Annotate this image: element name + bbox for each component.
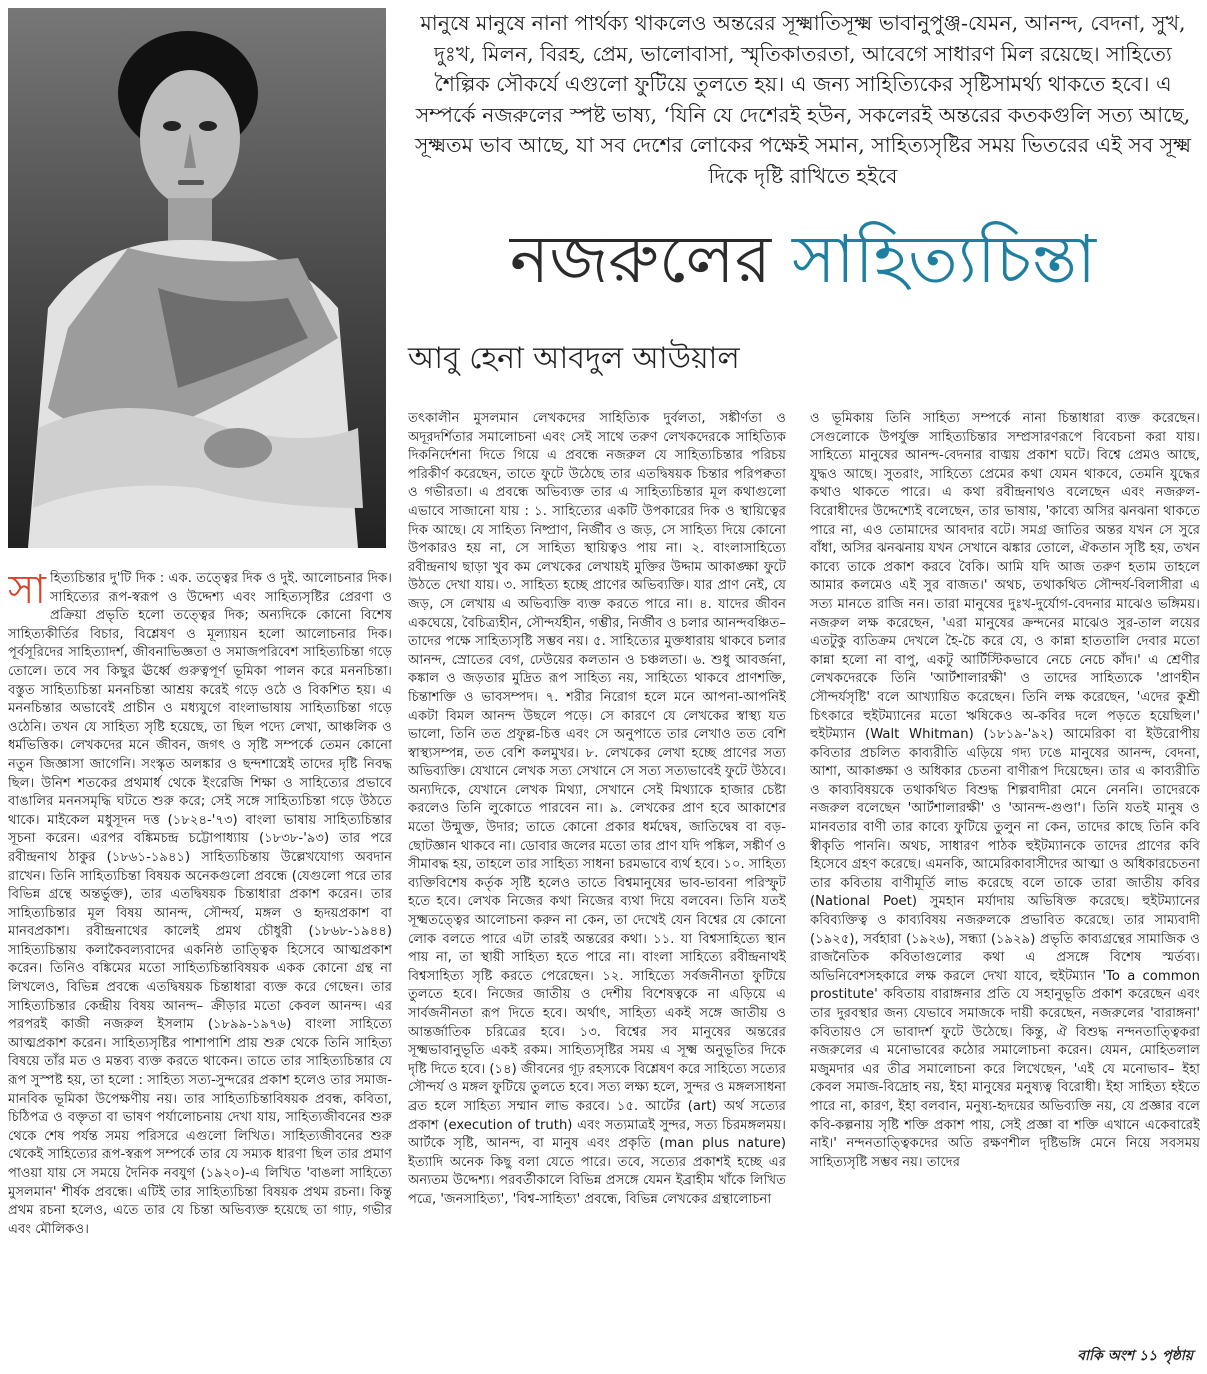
- article-headline: [408, 212, 1198, 308]
- article-column-3: [810, 410, 1200, 1342]
- column-1-paragraph: [8, 570, 392, 1239]
- article-column-2: [408, 410, 786, 1368]
- article-column-1: [8, 570, 392, 1366]
- drop-cap: সা: [8, 570, 47, 613]
- pull-quote: মানুষে মানুষে নানা পার্থক্য থাকলেও অন্তরের সূক্ষ্মাতিসূক্ষ্ম ভাবানুপুঞ্জ-যেমন, আনন্দ, বেদনা, সুখ, দুঃখ, মিলন, বিরহ, প্রেম, ভালোবাসা, স্মৃতিকাতরতা, আবেগে সাধারণ মিল রয়েছে। সাহিত্যে শৈল্পিক সৌকর্যে এগুলো ফুটিয়ে তুলতে হয়। এ জন্য সাহিত্যিকের সৃষ্টিসামর্থ্য থাকতে হবে। এ সম্পর্কে নজরুলের স্পষ্ট ভাষ্য, ‘যিনি যে দেশেরই হউন, সকলেরই অন্তরের কতকগুলি সত্য আছে, সূক্ষ্মতম ভাব আছে, যা সব দেশের লোকের পক্ষেই সমান, সাহিত্যসৃষ্টির সময় ভিতরের এই সব সূক্ষ্ম দিকে দৃষ্টি রাখিতে হইবে: [414, 11, 1192, 188]
- headline-part-dark: নজরুলের: [509, 221, 792, 298]
- continued-on-page: বাকি অংশ ১১ পৃষ্ঠায়: [1077, 1348, 1193, 1364]
- author-byline: আবু হেনা আবদুল আউয়াল: [408, 341, 740, 376]
- headline-part-accent: সাহিত্যচিন্তা: [791, 221, 1097, 298]
- portrait-photo-icon: [8, 8, 386, 548]
- column-1-text: হিত্যচিন্তার দু'টি দিক : এক. তত্ত্বের দিক ও দুই. আলোচনার দিক। সাহিত্যের রূপ-স্বরূপ ও উদ্দেশ্য এবং সাহিত্যসৃষ্টির প্রেরণা ও প্রক্রিয়া প্রভৃতি হলো তত্ত্বের দিক; অন্যদিকে কোনো বিশেষ সাহিত্যকীর্তির বিচার, বিশ্লেষণ ও মূল্যায়ন হলো আলোচনার দিক। পূর্বসূরিদের সাহিত্যাদর্শ, জীবনাভিজ্ঞতা ও সমাজপরিবেশ সাহিত্যচিন্তা গড়ে তোলে। তবে সব কিছুর ঊর্ধ্বে গুরুত্বপূর্ণ ভূমিকা পালন করে মননচিন্তা। বস্তুত সাহিত্যচিন্তা মননচিন্তা আশ্রয় করেই গড়ে ওঠে ও বিকশিত হয়। এ মননচিন্তার অভাবেই প্রাচীন ও মধ্যযুগে বাংলাভাষায় সাহিত্যচিন্তা গড়ে ওঠেনি। তখন যে সাহিত্য সৃষ্টি হয়েছে, তা ছিল পদ্যে লেখা, আঞ্চলিক ও ধর্মভিত্তিক। লেখকদের মনে জীবন, জগৎ ও সৃষ্টি সম্পর্কে তেমন কোনো নতুন জিজ্ঞাসা জাগেনি। সংস্কৃত অলঙ্কার ও ছন্দশাস্ত্রেই তাদের দৃষ্টি নিবদ্ধ ছিল। উনিশ শতকের প্রথমার্ধ থেকে ইংরেজি শিক্ষা ও সাহিত্যের প্রভাবে বাঙালির মননসমৃদ্ধি ঘটতে শুরু করে; সেই সঙ্গে সাহিত্যচিন্তা গড়ে উঠতে থাকে। মাইকেল মধুসূদন দত্ত (১৮২৪-'৭৩) বাংলা ভাষায় সাহিত্যচিন্তার সূচনা করেন। এরপর বঙ্কিমচন্দ্র চট্টোপাধ্যায় (১৮৩৮-'৯৩) তার পরে রবীন্দ্রনাথ ঠাকুর (১৮৬১-১৯৪১) সাহিত্যচিন্তায় উল্লেখযোগ্য অবদান রাখেন। তিনি সাহিত্যচিন্তা বিষয়ক অনেকগুলো প্রবন্ধে (যেগুলো পরে তার বিভিন্ন গ্রন্থে অন্তর্ভুক্ত), তার এতদ্বিষয়ক চিন্তাধারা প্রকাশ করেন। তার সাহিত্যচিন্তার মূল বিষয় আনন্দ, সৌন্দর্য, মঙ্গল ও হৃদয়প্রকাশ বা মানবপ্রকাশ। রবীন্দ্রনাথের কালেই প্রমথ চৌধুরী (১৮৬৮-১৯৪৪) সাহিত্যচিন্তায় কলাকৈবল্যবাদের একনিষ্ঠ তাত্ত্বিক হিসেবে আত্মপ্রকাশ করেন। তিনিও বঙ্কিমের মতো সাহিত্যচিন্তাবিষয়ক একক কোনো গ্রন্থ না লিখলেও, বিভিন্ন প্রবন্ধে এতদ্বিষয়ক চিন্তাধারা ব্যক্ত করে গেছেন। তার সাহিত্যচিন্তার কেন্দ্রীয় বিষয় আনন্দ– ক্রীড়ার মতো কেবল আনন্দ। এর পরপরই কাজী নজরুল ইসলাম (১৮৯৯-১৯৭৬) বাংলা সাহিত্যে আত্মপ্রকাশ করেন। সাহিত্যসৃষ্টির পাশাপাশি প্রায় শুরু থেকে তিনি সাহিত্য বিষয়ে তাঁর মত ও মন্তব্য ব্যক্ত করতে থাকেন। তাতে তার সাহিত্যচিন্তার যে রূপ সুস্পষ্ট হয়, তা হলো : সাহিত্য সত্য-সুন্দরের প্রকাশ হলেও তার সমাজ-মানবিক ভূমিকা উপেক্ষণীয় নয়। তার সাহিত্যচিন্তাবিষয়ক প্রবন্ধ, কবিতা, চিঠিপত্র ও বক্তৃতা বা ভাষণ পর্যালোচনায় দেখা যায়, সাহিত্যজীবনের শুরু থেকে শেষ পর্যন্ত সময় পরিসরে এগুলো লিখিত। সাহিত্যজীবনের শুরু থেকেই সাহিত্যের রূপ-স্বরূপ সম্পর্কে তার যে সম্যক ধারণা ছিল তার প্রমাণ পাওয়া যায় সে সময়ে দৈনিক নবযুগ (১৯২০)-এ লিখিত 'বাঙলা সাহিত্যে মুসলমান' শীর্ষক প্রবন্ধে। এটিই তার সাহিত্যচিন্তা বিষয়ক প্রথম রচনা। কিন্তু প্রথম রচনা হলেও, এতে তার যে চিন্তা অভিব্যক্ত হয়েছে তা গাঢ়, গভীর এবং মৌলিকও।: [8, 571, 392, 1237]
- portrait-illustration: [8, 8, 386, 548]
- column-2-text: তৎকালীন মুসলমান লেখকদের সাহিত্যিক দুর্বলতা, সঙ্কীর্ণতা ও অদূরদর্শিতার সমালোচনা এবং সেই সাথে তরুণ লেখকদেরকে সাহিত্যিক দিকনির্দেশনা দিতে গিয়ে এ প্রবন্ধে নজরুল যে সাহিত্যচিন্তার পরিচয় পরিকীর্ণ করেছেন, তাতে ফুটে উঠেছে তার এতদ্বিষয়ক চিন্তার পরিপক্বতা ও গভীরতা। এ প্রবন্ধে অভিব্যক্ত তার এ সাহিত্যচিন্তার মূল কথাগুলো এভাবে সাজানো যায় : ১. সাহিত্যের একটি উপকারের দিক ও স্থায়িত্বের দিক আছে। যে সাহিত্য নিষ্প্রাণ, নির্জীব ও জড়, সে সাহিত্য দিয়ে কোনো উপকারও হয় না, সে সাহিত্য স্থায়িত্বও পায় না। ২. বাংলাসাহিত্যে রবীন্দ্রনাথ ছাড়া খুব কম লেখকের লেখায়ই মুক্তির উদ্দাম আকাঙ্ক্ষা ফুটে উঠতে দেখা যায়। ৩. সাহিত্য হচ্ছে প্রাণের অভিব্যক্তি। যার প্রাণ নেই, যে জড়, সে লেখায় এ অভিব্যক্তি ব্যক্ত করতে পারে না। ৪. যাদের জীবন একঘেয়ে, বৈচিত্র্যহীন, সৌন্দর্যহীন, গম্ভীর, নির্জীব ও চলার আনন্দবঞ্চিত– তাদের পক্ষে সাহিত্যসৃষ্টি সম্ভব নয়। ৫. সাহিত্যের মুক্তধারায় থাকবে চলার আনন্দ, স্রোতের বেগ, ঢেউয়ের কলতান ও চঞ্চলতা। ৬. শুধু আবর্জনা, কঙ্কাল ও জড়তার মুদ্রিত রূপ সাহিত্য নয়, সাহিত্যে থাকবে প্রাণশক্তি, চিন্তাশক্তি ও ভাবসম্পদ। ৭. শরীর নিরোগ হলে মনে আপনা-আপনিই একটা বিমল আনন্দ উছলে পড়ে। সে কারণে যে লেখকের স্বাস্থ্য যত ভালো, তিনি তত প্রফুল্ল-চিত্ত এবং সে অনুপাতে তার লেখাও তত বেশি স্বাস্থ্যসম্পন্ন, তত বেশি কলমুখর। ৮. লেখকের লেখা হচ্ছে প্রাণের সত্য অভিব্যক্তি। যেখানে লেখক সত্য সেখানে সে সত্য সত্যভাবেই ফুটে উঠবে। অন্যদিকে, যেখানে লেখক মিথ্যা, সেখানে সেই মিথ্যাকে হাজার চেষ্টা করলেও তিনি লুকোতে পারবেন না। ৯. লেখকের প্রাণ হবে আকাশের মতো উন্মুক্ত, উদার; তাতে কোনো প্রকার ধর্মদ্বেষ, জাতিদ্বেষ বা বড়-ছোটজ্ঞান থাকবে না। ডোবার জলের মতো তার প্রাণ যদি পঙ্কিল, সঙ্কীর্ণ ও সীমাবদ্ধ হয়, তাহলে তার সাহিত্য সাধনা চরমভাবে ব্যর্থ হবে। ১০. সাহিত্য ব্যক্তিবিশেষ কর্তৃক সৃষ্টি হলেও তাতে বিশ্বমানুষের ভাব-ভাবনা পরিস্ফুট হতে হবে। লেখক নিজের কথা নিজের ব্যথা দিয়ে বলবেন। তিনি যতই সূক্ষ্মতত্ত্বের আলোচনা করুন না কেন, তা দেখেই যেন বিশ্বের যে কোনো লোক বলতে পারে এটা তারই অন্তরের কথা। ১১. যা বিশ্বসাহিত্যে স্থান পায় না, তা স্থায়ী সাহিত্য হতে পারে না। বাংলা সাহিত্যে রবীন্দ্রনাথই বিশ্বসাহিত্য সৃষ্টি করতে পেরেছেন। ১২. সাহিত্যে সর্বজনীনতা ফুটিয়ে তুলতে হবে। নিজের জাতীয় ও দেশীয় বিশেষত্বকে না এড়িয়ে এ সার্বজনীনতা রূপ দিতে হবে। অর্থাৎ, সাহিত্য একই সঙ্গে জাতীয় ও আন্তর্জাতিক চরিত্রের হবে। ১৩. বিশ্বের সব মানুষের অন্তরের সূক্ষ্মভাবানুভূতি একই রকম। সাহিত্যসৃষ্টির সময় এ সূক্ষ্ম অনুভূতির দিকে দৃষ্টি দিতে হবে। (১৪) জীবনের গূঢ় রহস্যকে বিশ্লেষণ করে সাহিত্যে সত্যের সৌন্দর্য ও মঙ্গল ফুটিয়ে তুলতে হবে। সত্য লক্ষ্য হলে, সুন্দর ও মঙ্গলসাধনা ব্রত হলে সাহিত্য সম্মান লাভ করবে। ১৫. আর্টের (art) অর্থ সত্যের প্রকাশ (execution of truth) এবং সত্যমাত্রই সুন্দর, সত্য চিরমঙ্গলময়। আর্টকে সৃষ্টি, আনন্দ, বা মানুষ এবং প্রকৃতি (man plus nature) ইত্যাদি অনেক কিছু বলা যেতে পারে। তবে, সত্যের প্রকাশই হচ্ছে এর অন্যতম উদ্দেশ্য। পরবর্তীকালে বিভিন্ন প্রসঙ্গে যেমন ইব্রাহীম খাঁকে লিখিত পত্রে, 'জনসাহিত্য', 'বিশ্ব-সাহিত্য' প্রবন্ধে, বিভিন্ন লেখকের গ্রন্থালোচনা: [408, 411, 786, 1207]
- column-3-text: ও ভূমিকায় তিনি সাহিত্য সম্পর্কে নানা চিন্তাধারা ব্যক্ত করেছেন। সেগুলোকে উপর্যুক্ত সাহিত্যচিন্তার সম্প্রসারণরূপে বিবেচনা করা যায়। সাহিত্যে মানুষের আনন্দ-বেদনার বাঙ্ময় প্রকাশ ঘটে। বিশ্বে প্রেমও আছে, যুদ্ধও আছে। সুতরাং, সাহিত্যে প্রেমের কথা যেমন থাকবে, তেমনি যুদ্ধের কথাও থাকতে পারে। এ কথা রবীন্দ্রনাথও বলেছেন এবং নজরুল-বিরোধীদের উদ্দেশ্যেই বলেছেন, তার ভাষায়, 'কাব্যে অসির ঝনঝনা থাকতে পারে না, এও তোমাদের আবদার বটে। সমগ্র জাতির অন্তর যখন সে সুরে বাঁধা, অসির ঝনঝনায় যখন সেখানে ঝঙ্কার তোলে, ঐকতান সৃষ্টি হয়, তখন কাব্যে তাকে প্রকাশ করবে বৈকি। আমি যদি আজ তরুণ হতাম তাহলে আমার কলমেও এই সুর বাজত।' অথচ, তথাকথিত সৌন্দর্য-বিলাসীরা এ সত্য মানতে রাজি নন। তারা মানুষের দুঃখ-দুর্যোগ-বেদনার মাঝেও ভঙ্গিময়। নজরুল লক্ষ করেছেন, 'এরা মানুষের ক্রন্দনের মাঝেও সুর-তাল লয়ের এতটুকু ব্যতিক্রম দেখলে হৈ-চৈ করে যে, ও কান্না হাততালি দেবার মতো কান্না হলো না বাপু, একটু আর্টিস্টিকভাবে নেচে নেচে কাঁদ।' এ শ্রেণীর লেখকদেরকে তিনি 'আর্টশালারক্ষী' ও তাদের সাহিত্যকে 'প্রাণহীন সৌন্দর্যসৃষ্টি' বলে আখ্যায়িত করেছেন। তিনি লক্ষ করেছেন, 'এদের কুশ্রী চিৎকারে হুইটম্যানের মতো ঋষিকেও অ-কবির দলে পড়তে হয়েছিল।' হুইটম্যান (Walt Whitman) (১৮১৯-'৯২) আমেরিকা বা ইউরোপীয় কবিতার প্রচলিত কাব্যরীতি এড়িয়ে গদ্য ঢঙে মানুষের আনন্দ, বেদনা, আশা, আকাঙ্ক্ষা ও অধিকার চেতনা বাণীরূপ দিয়েছেন। তার এ কাব্যরীতি ও কাব্যবিষয়কে তথাকথিত বিশুদ্ধ শিল্পবাদীরা মেনে নেননি। তাদেরকে নজরুল বলেছেন 'আর্টশালারক্ষী' ও 'আনন্দ-গুণ্ডা'। তিনি যতই মানুষ ও মানবতার বাণী তার কাব্যে ফুটিয়ে তুলুন না কেন, তাদের কাছে তিনি কবি স্বীকৃতি পাননি। অথচ, সাধারণ পাঠক হুইটম্যানকে তাদের প্রাণের কবি হিসেবে গ্রহণ করেছে। এমনকি, আমেরিকাবাসীদের আত্মা ও অধিকারচেতনা তার কবিতায় বাণীমূর্তি লাভ করেছে বলে তাকে তারা জাতীয় কবির (National Poet) সুমহান মর্যাদায় অভিষিক্ত করেছে। হুইটম্যানের কবিব্যক্তিত্ব ও কাব্যবিষয় নজরুলকে প্রভাবিত করেছে। তার সাম্যবাদী (১৯২৫), সর্বহারা (১৯২৬), সন্ধ্যা (১৯২৯) প্রভৃতি কাব্যগ্রন্থের সামাজিক ও রাজনৈতিক কবিতাগুলোর কথা এ প্রসঙ্গে বিশেষ স্মর্তব্য। অভিনিবেশসহকারে লক্ষ করলে দেখা যাবে, হুইটম্যান 'To a common prostitute' কবিতায় বারাঙ্গনার প্রতি যে সহানুভূতি প্রকাশ করেছেন এবং তার দুরবস্থার জন্য যেভাবে সমাজকে দায়ী করেছেন, নজরুলের 'বারাঙ্গনা' কবিতায়ও সে ভাবাদর্শ ফুটে উঠেছে। কিন্তু, ঐ বিশুদ্ধ নন্দনতাত্ত্বিকরা নজরুলের এ মনোভাবের কঠোর সমালোচনা করেন। যেমন, মোহিতলাল মজুমদার এর তীব্র সমালোচনা করে লিখেছেন, 'এই যে মনোভাব– ইহা কেবল সমাজ-বিদ্রোহ নয়, ইহা মানুষের মনুষ্যত্ব বিরোধী। ইহা সাহিত্য হইতে পারে না, কারণ, ইহা বলবান, মনুষ্য-হৃদয়ের অভিব্যক্তি নয়, যে প্রজ্ঞার বলে কবি-কল্পনায় সৃষ্টি শক্তি প্রকাশ পায়, সেই প্রজ্ঞা বা শক্তি এখানে একেবারেই নাই।' নন্দনতাত্ত্বিকদের অতি রক্ষণশীল দৃষ্টিভঙ্গি মেনে নিয়ে সবসময় সাহিত্যসৃষ্টি সম্ভব নয়। তাদের: [810, 411, 1200, 1170]
